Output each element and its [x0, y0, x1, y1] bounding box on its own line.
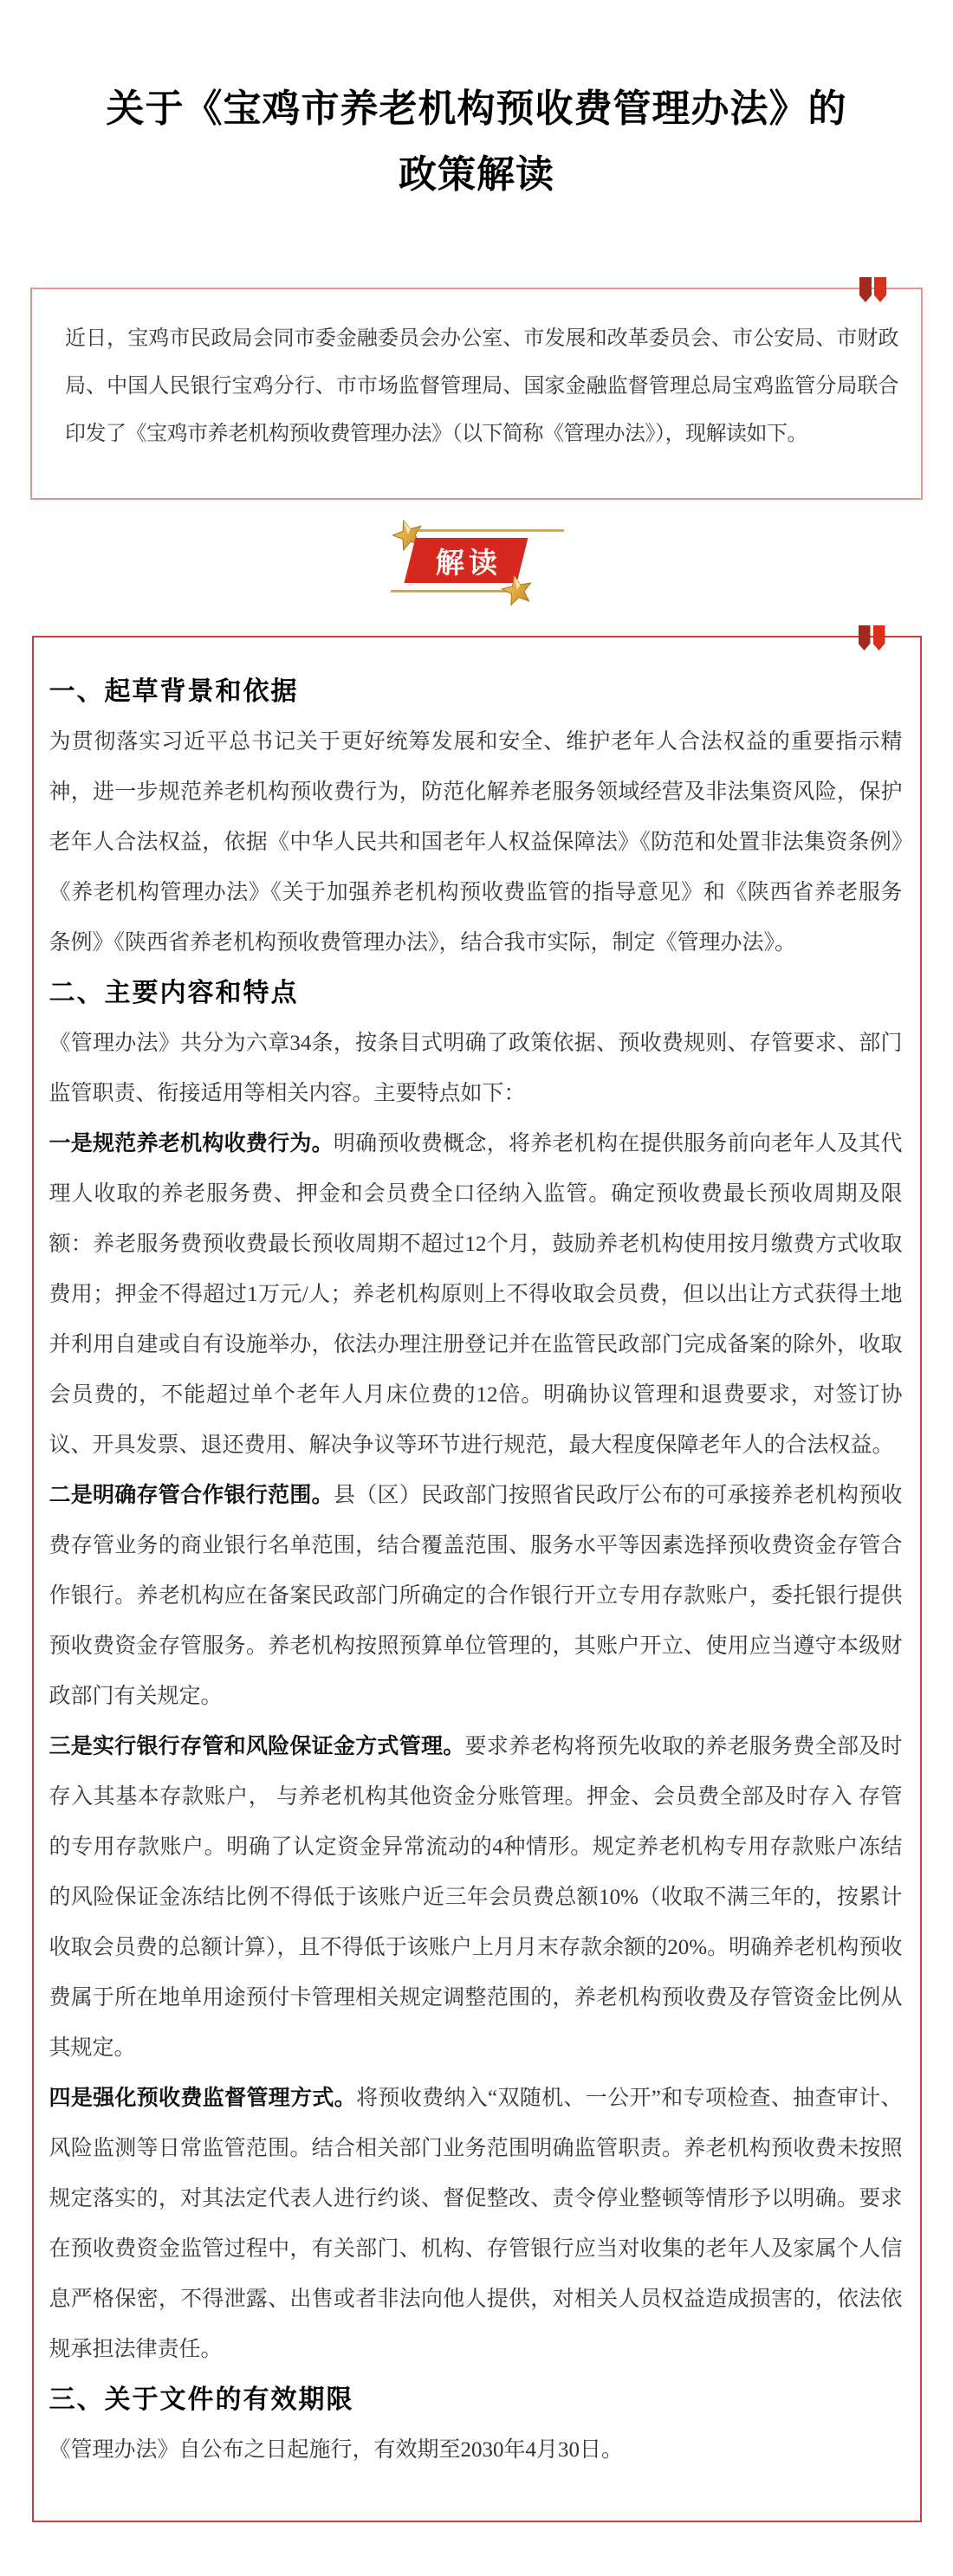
paragraph-lead: 四是强化预收费监督管理方式。 — [49, 2087, 357, 2110]
paragraph-text: 县（区）民政部门按照省民政厅公布的可承接养老机构预收费存管业务的商业银行名单范围，结合覆盖范围、服务水平等因素选择预收费资金存管合作银行。养老机构应在备案民政部门所确定的合作银行开立专用存款账户，委托银行提供预收费资金存管服务。养老机构按照预算单位管理的，其账户开立、使用应当遵守本级财政部门有关规定。 — [49, 1484, 903, 1708]
section-2-paragraph — [49, 1119, 903, 1471]
paragraph-text: 要求养老构将预先收取的养老服务费全部及时存入其基本存款账户， 与养老机构其他资金分账管理。押金、会员费全部及时存入 存管的专用存款账户。明确了认定资金异常流动的4种情形。规定养老机构专用存款账户冻结的风险保证金冻结比例不得低于该账户近三年会员费总额10%（收取不满三年的，按累计收取会员费的总额计算），且不得低于该账户上月月末存款余额的20%。明确养老机构预收费属于所在地单用途预付卡管理相关规定调整范围的，养老机构预收费及存管资金比例从其规定。 — [49, 1735, 903, 2060]
gold-star-icon — [499, 572, 536, 609]
section-1-paragraph — [49, 717, 903, 968]
quote-pennant-right — [874, 277, 886, 302]
badge-line-bottom — [391, 590, 510, 592]
section-heading-2: 二、主要内容和特点 — [49, 979, 299, 1007]
paragraph-text: 明确预收费概念，将养老机构在提供服务前向老年人及其代理人收取的养老服务费、押金和会员费全口径纳入监管。确定预收费最长预收周期及限额：养老服务费预收费最长预收周期不超过12个月，鼓励养老机构使用按月缴费方式收取费用；押金不得超过1万元/人；养老机构原则上不得收取会员费，但以出让方式获得土地并利用自建或自有设施举办，依法办理注册登记并在监管民政部门完成备案的除外，收取会员费的，不能超过单个老年人月床位费的12倍。明确协议管理和退费要求，对签订协议、开具发票、退还费用、解决争议等环节进行规范，最大程度保障老年人的合法权益。 — [49, 1132, 903, 1457]
section-2-paragraph — [49, 1722, 903, 2074]
paragraph-lead: 一是规范养老机构收费行为。 — [49, 1132, 334, 1155]
quote-icon — [859, 625, 885, 650]
paragraph-lead: 三是实行银行存管和风险保证金方式管理。 — [49, 1735, 465, 1758]
intro-box — [30, 288, 923, 500]
quote-pennant-right — [873, 625, 885, 650]
paragraph-text: 将预收费纳入“双随机、一公开”和专项检查、抽查审计、风险监测等日常监管范围。结合相关部门业务范围明确监管职责。养老机构预收费未按照规定落实的，对其法定代表人进行约谈、督促整改、责令停业整顿等情形予以明确。要求在预收费资金监管过程中，有关部门、机构、存管银行应当对收集的老年人及家属个人信息严格保密，不得泄露、出售或者非法向他人提供，对相关人员权益造成损害的，依法依规承担法律责任。 — [49, 2087, 903, 2361]
section-2-paragraph — [49, 1019, 903, 1119]
page-title-line1: 关于《宝鸡市养老机构预收费管理办法》的 — [106, 87, 847, 130]
section-2-paragraph — [49, 1471, 903, 1722]
section-2-paragraph — [49, 2074, 903, 2375]
quote-pennant-left — [859, 277, 872, 302]
section-heading-1: 一、起草背景和依据 — [49, 677, 299, 706]
main-content-box — [32, 636, 922, 2522]
section-3-paragraph — [49, 2425, 903, 2476]
jiedu-badge — [386, 521, 567, 607]
page-title-line2: 政策解读 — [399, 153, 554, 196]
paragraph-lead: 二是明确存管合作银行范围。 — [49, 1484, 334, 1507]
intro-text: 近日，宝鸡市民政局会同市委金融委员会办公室、市发展和改革委员会、市公安局、市财政局、中国人民银行宝鸡分行、市市场监督管理局、国家金融监督管理总局宝鸡监管分局联合印发了《宝鸡市养老机构预收费管理办法》（以下简称《管理办法》），现解读如下。 — [65, 327, 898, 445]
section-heading-3: 三、关于文件的有效期限 — [49, 2385, 354, 2414]
badge-line-top — [418, 529, 564, 532]
quote-pennant-left — [859, 625, 871, 650]
paragraph-text: 《管理办法》共分为六章34条，按条目式明确了政策依据、预收费规则、存管要求、部门监管职责、衔接适用等相关内容。主要特点如下： — [49, 1032, 903, 1105]
paragraph-text: 为贯彻落实习近平总书记关于更好统筹发展和安全、维护老年人合法权益的重要指示精神，进一步规范养老机构预收费行为，防范化解养老服务领域经营及非法集资风险，保护老年人合法权益，依据《中华人民共和国老年人权益保障法》《防范和处置非法集资条例》《养老机构管理办法》《关于加强养老机构预收费监管的指导意见》和《陕西省养老服务条例》《陕西省养老机构预收费管理办法》，结合我市实际，制定《管理办法》。 — [49, 730, 903, 955]
quote-icon — [859, 277, 886, 302]
paragraph-text: 《管理办法》自公布之日起施行，有效期至2030年4月30日。 — [49, 2438, 624, 2462]
badge-label: 解读 — [435, 546, 502, 579]
page-title — [30, 76, 923, 208]
